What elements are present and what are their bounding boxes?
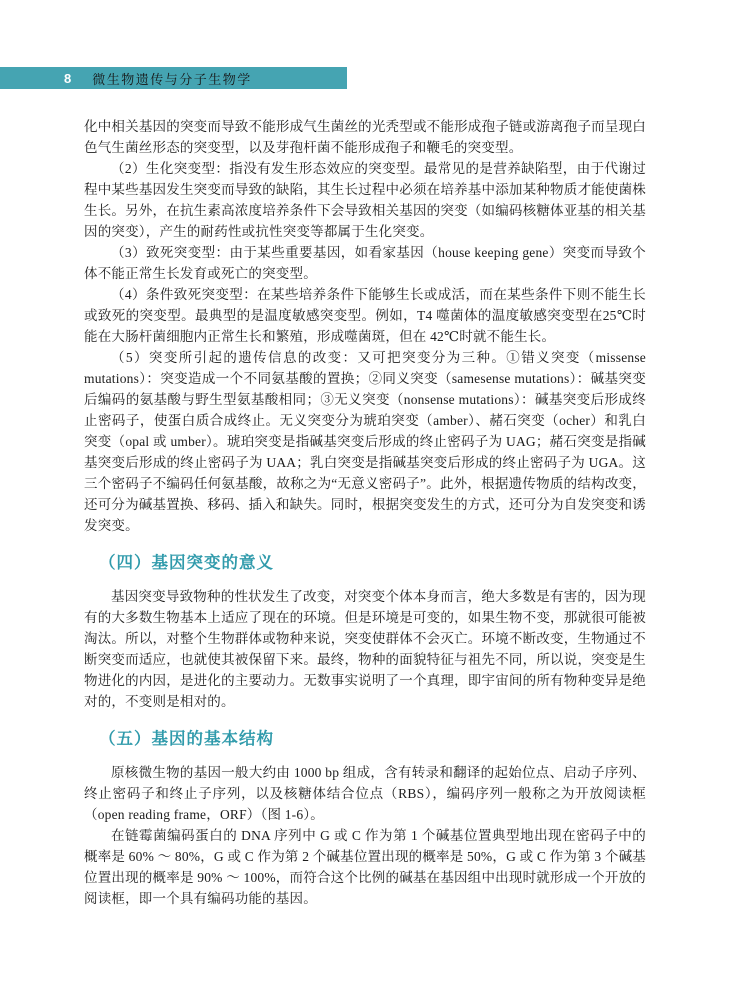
page-content [84,116,646,909]
paragraph-continuation: 化中相关基因的突变而导致不能形成气生菌丝的光秃型或不能形成孢子链或游离孢子而呈现白色气生菌丝形态的突变型，以及芽孢杆菌不能形成孢子和鞭毛的突变型。 [84,119,646,155]
page-number: 8 [64,70,72,86]
paragraph-section-5-2: 在链霉菌编码蛋白的 DNA 序列中 G 或 C 作为第 1 个碱基位置典型地出现在密码子中的概率是 60% ～ 80%，G 或 C 作为第 2 个碱基位置出现的概率是 50%，G 或 C 作为第 3 个碱基位置出现的概率是 90% ～ 100%，而符合这个比例的碱基在基因组中出现时就形成一个开放的阅读框，即一个具有编码功能的基因。 [84,828,646,906]
paragraph-mutation-type-4: （4）条件致死突变型：在某些培养条件下能够生长或成活，而在某些条件下则不能生长或致死的突变型。最典型的是温度敏感突变型。例如，T4 噬菌体的温度敏感突变型在25℃时能在大肠杆菌细胞内正常生长和繁殖，形成噬菌斑，但在 42℃时就不能生长。 [84,287,646,344]
section-heading-5: （五）基因的基本结构 [99,729,274,748]
paragraph-section-4: 基因突变导致物种的性状发生了改变，对突变个体本身而言，绝大多数是有害的，因为现有的大多数生物基本上适应了现在的环境。但是环境是可变的，如果生物不变，那就很可能被淘汰。所以，对整个生物群体或物种来说，突变使群体不会灭亡。环境不断改变，生物通过不断突变而适应，也就使其被保留下来。最终，物种的面貌特征与祖先不同，所以说，突变是生物进化的内因，是进化的主要动力。无数事实说明了一个真理，即宇宙间的所有物种变异是绝对的，不变则是相对的。 [84,589,646,709]
paragraph-section-5-1: 原核微生物的基因一般大约由 1000 bp 组成，含有转录和翻译的起始位点、启动子序列、终止密码子和终止子序列，以及核糖体结合位点（RBS），编码序列一般称之为开放阅读框（open reading frame，ORF）（图 1-6）。 [84,765,646,822]
paragraph-mutation-type-2: （2）生化突变型：指没有发生形态效应的突变型。最常见的是营养缺陷型，由于代谢过程中某些基因发生突变而导致的缺陷，其生长过程中必须在培养基中添加某种物质才能使菌株生长。另外，在抗生素高浓度培养条件下会导致相关基因的突变（如编码核糖体亚基的相关基因的突变），产生的耐药性或抗性突变等都属于生化突变。 [84,161,646,239]
section-heading-4: （四）基因突变的意义 [99,553,274,572]
paragraph-mutation-type-3: （3）致死突变型：由于某些重要基因，如看家基因（house keeping gene）突变而导致个体不能正常生长发育或死亡的突变型。 [84,245,646,281]
header-band [0,67,347,89]
running-title: 微生物遗传与分子生物学 [92,71,252,87]
paragraph-mutation-type-5: （5）突变所引起的遗传信息的改变：又可把突变分为三种。①错义突变（missense mutations）：突变造成一个不同氨基酸的置换；②同义突变（samesense mutations）：碱基突变后编码的氨基酸与野生型氨基酸相同；③无义突变（nonsense mutations）：碱基突变后形成终止密码子，使蛋白质合成终止。无义突变分为琥珀突变（amber）、赭石突变（ocher）和乳白突变（opal 或 umber）。琥珀突变是指碱基突变后形成的终止密码子为 UAG；赭石突变是指碱基突变后形成的终止密码子为 UAA；乳白突变是指碱基突变后形成的终止密码子为 UGA。这三个密码子不编码任何氨基酸，故称之为“无意义密码子”。此外，根据遗传物质的结构改变，还可分为碱基置换、移码、插入和缺失。同时，根据突变发生的方式，还可分为自发突变和诱发突变。 [84,350,646,533]
